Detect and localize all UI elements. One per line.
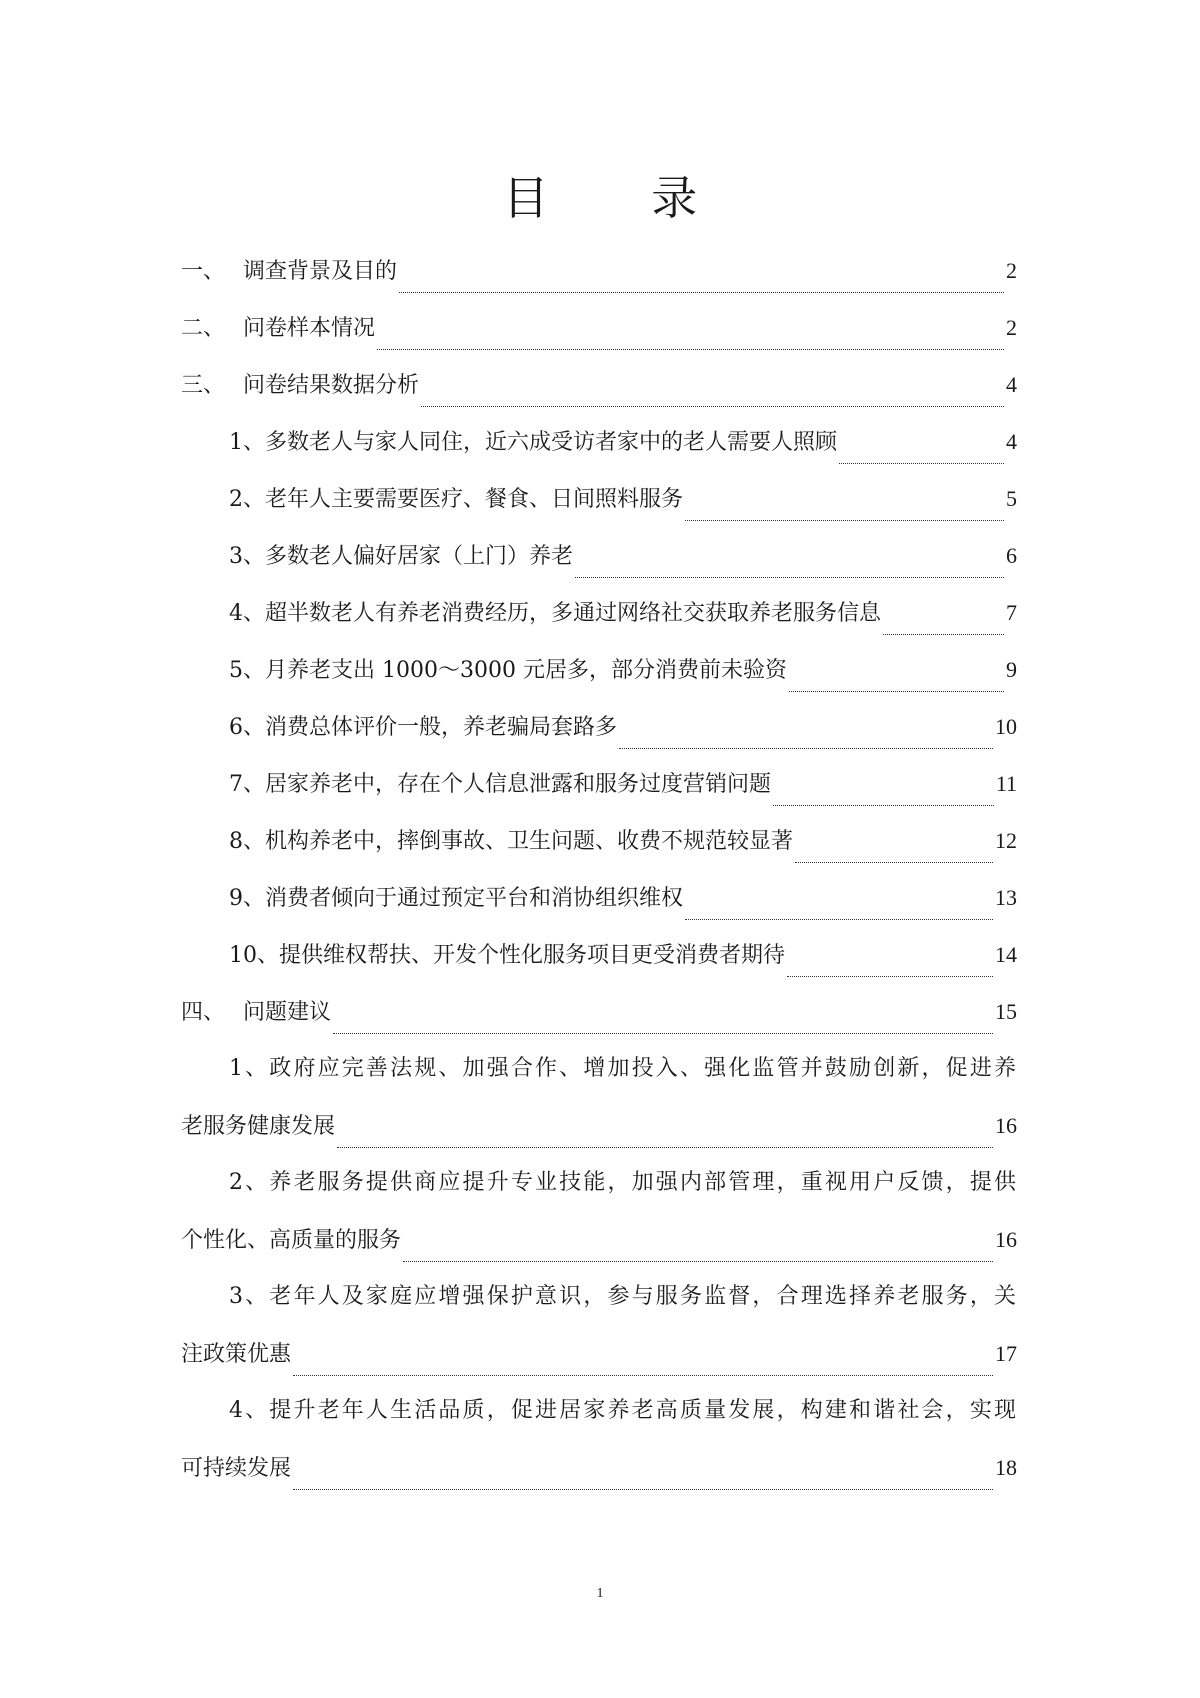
dot-leader xyxy=(377,348,1004,350)
toc-page-number: 13 xyxy=(995,885,1017,910)
toc-page-number: 14 xyxy=(995,942,1017,967)
dot-leader xyxy=(773,804,994,806)
page-number-footer: 1 xyxy=(596,1586,604,1601)
toc-entry-section-4[interactable] xyxy=(181,997,1017,1054)
dot-leader xyxy=(293,1488,993,1490)
dot-leader xyxy=(421,405,1004,407)
dot-leader xyxy=(685,918,993,920)
toc-page-number: 6 xyxy=(1006,543,1017,568)
toc-entry-3-7[interactable] xyxy=(181,769,1017,826)
toc-page-number: 9 xyxy=(1006,657,1017,682)
dot-leader xyxy=(787,975,993,977)
toc-entry-3-10[interactable] xyxy=(181,940,1017,997)
dot-leader xyxy=(619,747,993,749)
toc-entry-text: 可持续发展 xyxy=(181,1456,292,1481)
page-title: 目 录 xyxy=(502,171,742,225)
toc-entry-4-1-line1[interactable]: 1、政府应完善法规、加强合作、增加投入、强化监管并鼓励创新，促进养 xyxy=(229,1056,1017,1081)
table-of-contents xyxy=(181,256,1017,1510)
dot-leader xyxy=(883,633,1004,635)
toc-entry-text: 7、居家养老中，存在个人信息泄露和服务过度营销问题 xyxy=(229,772,771,797)
dot-leader xyxy=(789,690,1004,692)
toc-page-number: 10 xyxy=(995,714,1017,739)
toc-page-number: 5 xyxy=(1006,486,1017,511)
toc-entry-section-1[interactable] xyxy=(181,256,1017,313)
toc-page-number: 2 xyxy=(1006,315,1017,340)
dot-leader xyxy=(293,1374,993,1376)
toc-page-number: 16 xyxy=(995,1113,1017,1138)
toc-entry-4-3-line2[interactable] xyxy=(181,1339,1017,1396)
toc-entry-text: 个性化、高质量的服务 xyxy=(181,1228,402,1253)
toc-entry-3-9[interactable] xyxy=(181,883,1017,940)
toc-entry-4-3-line1[interactable]: 3、老年人及家庭应增强保护意识，参与服务监督，合理选择养老服务，关 xyxy=(229,1284,1017,1309)
toc-entry-text: 问题建议 xyxy=(243,1000,332,1025)
toc-entry-3-6[interactable] xyxy=(181,712,1017,769)
toc-page-number: 12 xyxy=(995,828,1017,853)
dot-leader xyxy=(575,576,1004,578)
toc-page-number: 16 xyxy=(995,1227,1017,1252)
toc-entry-text: 老服务健康发展 xyxy=(181,1114,336,1139)
toc-entry-section-3[interactable] xyxy=(181,370,1017,427)
toc-entry-3-3[interactable] xyxy=(181,541,1017,598)
toc-entry-4-4-line2[interactable] xyxy=(181,1453,1017,1510)
toc-entry-text: 5、月养老支出 1000～3000 元居多，部分消费前未验资 xyxy=(229,658,787,683)
toc-page-number: 4 xyxy=(1006,372,1017,397)
toc-entry-text: 8、机构养老中，摔倒事故、卫生问题、收费不规范较显著 xyxy=(229,829,793,854)
toc-entry-3-4[interactable] xyxy=(181,598,1017,655)
toc-entry-4-2-line2[interactable] xyxy=(181,1225,1017,1282)
dot-leader xyxy=(399,291,1004,293)
toc-entry-text: 问卷结果数据分析 xyxy=(243,373,420,398)
toc-entry-text: 注政策优惠 xyxy=(181,1342,292,1367)
dot-leader xyxy=(795,861,993,863)
toc-entry-3-8[interactable] xyxy=(181,826,1017,883)
toc-page-number: 7 xyxy=(1006,600,1017,625)
toc-entry-text: 1、多数老人与家人同住，近六成受访者家中的老人需要人照顾 xyxy=(229,430,837,455)
toc-entry-text: 4、超半数老人有养老消费经历，多通过网络社交获取养老服务信息 xyxy=(229,601,881,626)
dot-leader xyxy=(839,462,1004,464)
toc-entry-4-4-line1[interactable]: 4、提升老年人生活品质，促进居家养老高质量发展，构建和谐社会，实现 xyxy=(229,1398,1017,1423)
toc-section-number: 一、 xyxy=(181,259,226,284)
toc-entry-text: 2、老年人主要需要医疗、餐食、日间照料服务 xyxy=(229,487,683,512)
toc-page-number: 18 xyxy=(995,1455,1017,1480)
toc-entry-text: 9、消费者倾向于通过预定平台和消协组织维权 xyxy=(229,886,683,911)
dot-leader xyxy=(337,1146,993,1148)
toc-page-number: 15 xyxy=(995,999,1017,1024)
toc-entry-text: 问卷样本情况 xyxy=(243,316,376,341)
toc-entry-text: 3、多数老人偏好居家（上门）养老 xyxy=(229,544,573,569)
toc-page-number: 4 xyxy=(1006,429,1017,454)
toc-entry-3-2[interactable] xyxy=(181,484,1017,541)
toc-page-number: 17 xyxy=(995,1341,1017,1366)
toc-section-number: 四、 xyxy=(181,1000,226,1025)
toc-entry-text: 调查背景及目的 xyxy=(243,259,398,284)
dot-leader xyxy=(333,1032,993,1034)
toc-entry-3-1[interactable] xyxy=(181,427,1017,484)
toc-entry-4-1-line2[interactable] xyxy=(181,1111,1017,1168)
toc-entry-text: 10、提供维权帮扶、开发个性化服务项目更受消费者期待 xyxy=(229,943,785,968)
toc-entry-section-2[interactable] xyxy=(181,313,1017,370)
toc-page-number: 11 xyxy=(995,771,1017,796)
toc-entry-text: 6、消费总体评价一般，养老骗局套路多 xyxy=(229,715,617,740)
toc-page-number: 2 xyxy=(1006,258,1017,283)
toc-entry-4-2-line1[interactable]: 2、养老服务提供商应提升专业技能，加强内部管理，重视用户反馈，提供 xyxy=(229,1170,1017,1195)
toc-section-number: 二、 xyxy=(181,316,226,341)
toc-entry-3-5[interactable] xyxy=(181,655,1017,712)
dot-leader xyxy=(685,519,1004,521)
toc-section-number: 三、 xyxy=(181,373,226,398)
dot-leader xyxy=(403,1260,993,1262)
